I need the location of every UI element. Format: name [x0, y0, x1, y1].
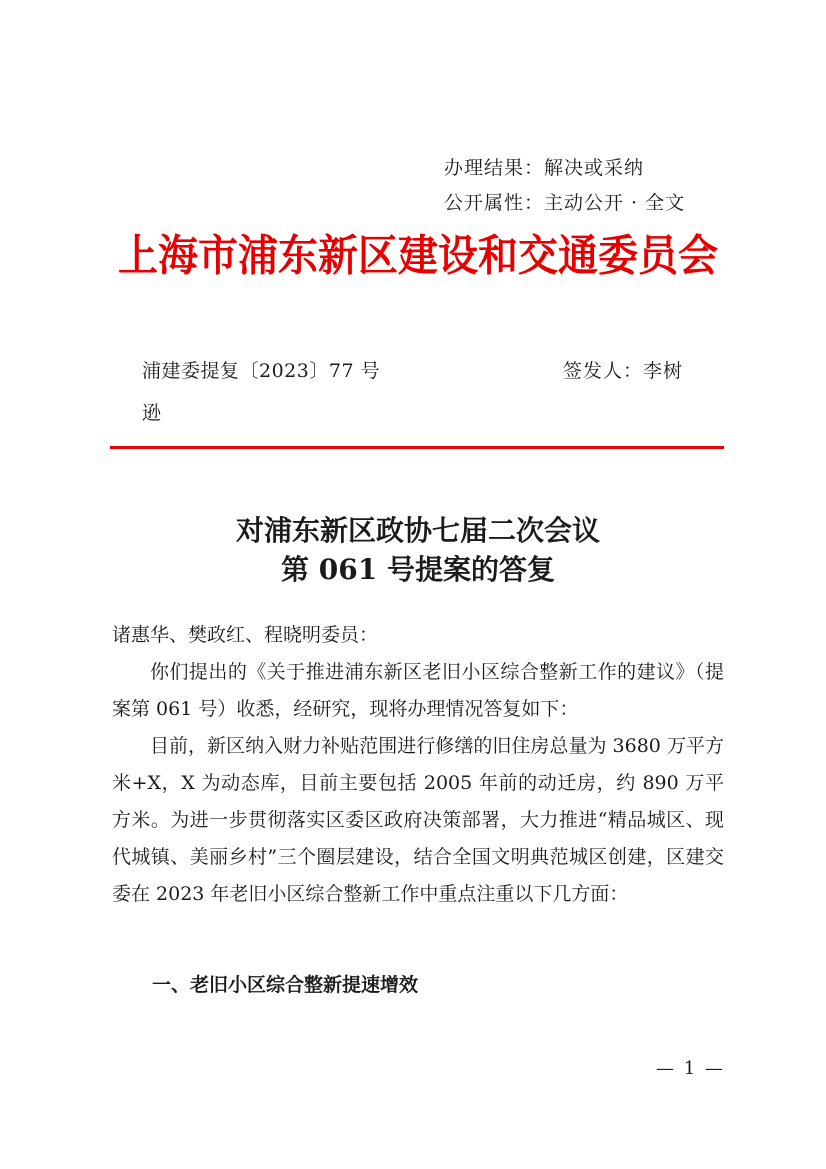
- signer-name: 李树: [643, 360, 684, 382]
- signer: [563, 356, 683, 383]
- handling-result: [444, 153, 644, 180]
- red-divider: [110, 446, 724, 449]
- handling-result-label: 办理结果：: [444, 157, 545, 179]
- disclosure-attribute: [444, 188, 685, 215]
- body-paragraph: 目前，新区纳入财力补贴范围进行修缮的旧住房总量为 3680 万平方米+X，X 为动态库，目前主要包括 2005 年前的动迁房，约 890 万平方米。为进一步贯彻落实区委区政府决策部署，大力推进“精品城区、现代城镇、美丽乡村”三个圈层建设，结合全国文明典范城区创建，区建交委在 2023 年老旧小区综合整新工作中重点注重以下几方面：: [112, 735, 724, 905]
- body-paragraph: 你们提出的《关于推进浦东新区老旧小区综合整新工作的建议》（提案第 061 号）收悉，经研究，现将办理情况答复如下：: [112, 661, 724, 720]
- signer-label: 签发人：: [563, 360, 644, 382]
- handling-result-value: 解决或采纳: [544, 157, 645, 179]
- page-number: — 1 —: [656, 1058, 725, 1079]
- section-heading: 一、老旧小区综合整新提速增效: [152, 974, 419, 996]
- signer-name-continued: 逊: [142, 402, 162, 424]
- document-title-line2: 第 061 号提案的答复: [281, 553, 555, 586]
- document-title-line1: 对浦东新区政协七届二次会议: [235, 514, 600, 547]
- document-number: 浦建委提复〔2023〕77 号: [142, 360, 381, 382]
- organization-title: 上海市浦东新区建设和交通委员会: [118, 231, 718, 282]
- salutation: 诸惠华、樊政红、程晓明委员：: [112, 624, 379, 646]
- document-body: [112, 617, 724, 913]
- disclosure-label: 公开属性：: [444, 192, 545, 214]
- disclosure-value: 主动公开 · 全文: [544, 192, 686, 214]
